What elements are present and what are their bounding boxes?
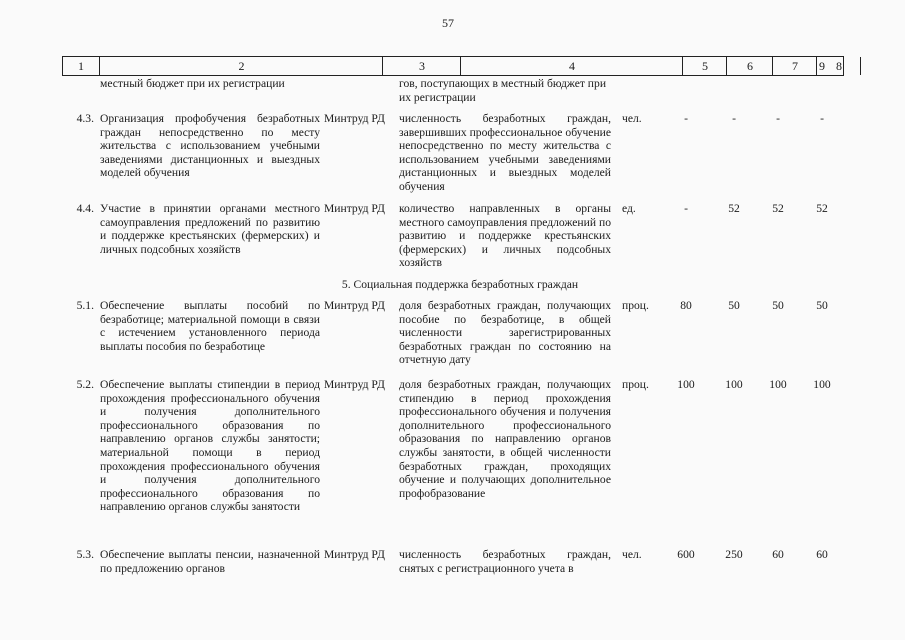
row-executor: Минтруд РД [324, 548, 385, 561]
row-number: 5.2. [76, 378, 94, 391]
row-number: 5.1. [76, 299, 94, 312]
row-value-6: 100 [677, 378, 695, 391]
row-executor: Минтруд РД [324, 112, 385, 125]
row-description: Участие в принятии органами местного самоуправления предложений по развитию и поддержке крестьянских (фермерских) и личных подсобных хозяйств [100, 202, 320, 256]
row-indicator: численность безработных граждан, снятых с регистрационного учета в [399, 548, 611, 575]
row-value-7: 50 [728, 299, 740, 312]
row-indicator: доля безработных граждан, получающих пособие по безработице, в общей численности зарегистрированных безработных граждан по состоянию на отчетную дату [399, 299, 611, 367]
row-value-6: - [684, 202, 688, 215]
row-value-9: - [820, 112, 824, 125]
row-description: Обеспечение выплаты стипендии в период прохождения профессионального обучения и получения дополнительного профессионального образования по направлению органов службы занятости; материальной помощи в период прохождения профессионального обучения и получения дополнительного профессионального образования по направлению органов службы занятости [100, 378, 320, 514]
row-value-8: 100 [769, 378, 787, 391]
col-header-9: 9 [819, 59, 825, 73]
row-description: Обеспечение выплаты пенсии, назначенной по предложению органов [100, 548, 320, 575]
row-value-9: 100 [813, 378, 831, 391]
section-heading: 5. Социальная поддержка безработных граждан [341, 278, 579, 291]
column-header-row [62, 56, 844, 76]
col-header-9-divider [860, 57, 861, 75]
row-value-8: 60 [772, 548, 784, 561]
row-value-6: 600 [677, 548, 695, 561]
row-number: 4.3. [76, 112, 94, 125]
row-description: Обеспечение выплаты пособий по безработице; материальной помощи в связи с истечением установленного периода выплаты пособия по безработице [100, 299, 320, 353]
col-header-6: 6 [726, 57, 773, 75]
col-header-7: 7 [772, 57, 817, 75]
row-indicator: количество направленных в органы местного самоуправления предложений по развитию и поддержке крестьянских (фермерских) и личных подсобных хозяйств [399, 202, 611, 270]
row-unit: проц. [622, 299, 649, 312]
row-indicator: численность безработных граждан, завершивших профессиональное обучение непосредственно по месту жительства с использованием учебными заведениями дистанционных и выездных моделей обучения [399, 112, 611, 193]
row-value-8: 50 [772, 299, 784, 312]
row-value-9: 60 [816, 548, 828, 561]
row-indicator: доля безработных граждан, получающих стипендию в период прохождения профессионального обучения и получения дополнительного профессионального образования по направлению органов службы занятости, в общей численности безработных граждан, проходящих обучение и получающих дополнительное профобразование [399, 378, 611, 500]
row-cont-description: местный бюджет при их регистрации [100, 77, 285, 90]
row-value-9: 52 [816, 202, 828, 215]
row-value-8: 52 [772, 202, 784, 215]
row-value-6: 80 [680, 299, 692, 312]
page-number: 57 [442, 16, 454, 30]
row-value-7: 250 [725, 548, 743, 561]
row-unit: чел. [622, 548, 642, 561]
col-header-5: 5 [682, 57, 727, 75]
row-unit: проц. [622, 378, 649, 391]
row-value-9: 50 [816, 299, 828, 312]
col-header-1: 1 [78, 59, 84, 73]
row-cont-indicator: гов, поступающих в местный бюджет при их регистрации [399, 77, 607, 104]
row-value-6: - [684, 112, 688, 125]
row-value-7: 100 [725, 378, 743, 391]
row-unit: ед. [622, 202, 636, 215]
row-executor: Минтруд РД [324, 202, 385, 215]
col-header-3: 3 [382, 57, 461, 75]
row-value-7: 52 [728, 202, 740, 215]
col-header-2: 2 [99, 57, 383, 75]
row-executor: Минтруд РД [324, 299, 385, 312]
row-value-7: - [732, 112, 736, 125]
row-description: Организация профобучения безработных граждан непосредственно по месту жительства с использованием учебными заведениями дистанционных и выездных моделей обучения [100, 112, 320, 180]
row-executor: Минтруд РД [324, 378, 385, 391]
row-number: 5.3. [76, 548, 94, 561]
row-number: 4.4. [76, 202, 94, 215]
col-header-4: 4 [460, 57, 683, 75]
row-value-8: - [776, 112, 780, 125]
row-unit: чел. [622, 112, 642, 125]
col-header-8: 8 [816, 57, 861, 75]
